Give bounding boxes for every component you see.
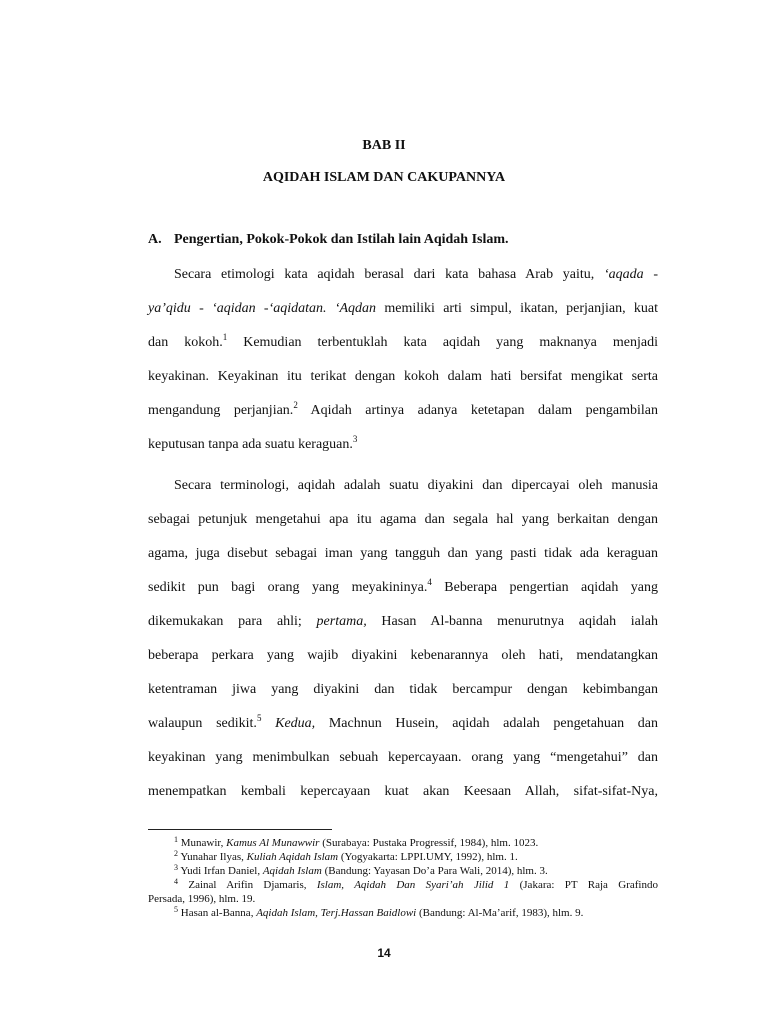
text-line: beberapa perkara yang wajib diyakini kebenarannya oleh hati, mendatangkan	[148, 648, 658, 663]
text-line: menempatkan kembali kepercayaan kuat akan Keesaan Allah, sifat-sifat-Nya,	[148, 784, 658, 799]
text-line: ketentraman jiwa yang diyakini dan tidak bercampur dengan kebimbangan	[148, 682, 658, 697]
footnote: $^4$ Zainal Arifin Djamaris, Islam, Aqidah Dan Syari’ah Jilid 1 (Jakara: PT Raja Grafindo	[174, 877, 658, 891]
text-line: dan kokoh.$^1$ Kemudian terbentuklah kata aqidah yang maknanya menjadi	[148, 332, 658, 350]
text-line: keyakinan. Keyakinan itu terikat dengan kokoh dalam hati bersifat mengikat serta	[148, 369, 658, 384]
text-line: keputusan tanpa ada suatu keraguan.$^3$	[148, 434, 358, 452]
chapter-title: AQIDAH ISLAM DAN CAKUPANNYA	[262, 170, 506, 185]
text-line: sebagai petunjuk mengetahui apa itu agama dan segala hal yang berkaitan dengan	[148, 512, 658, 527]
footnote-ref: 4	[427, 577, 432, 587]
text-line: walaupun sedikit.$^5$ Kedua, Machnun Husein, aqidah adalah pengetahuan dan	[148, 713, 659, 731]
text-line: Secara etimologi kata aqidah berasal dari kata bahasa Arab yaitu, ‘aqada -	[174, 267, 658, 282]
section-title: Pengertian, Pokok-Pokok dan Istilah lain Aqidah Islam.	[174, 232, 509, 247]
footnote-ref: 3	[352, 434, 358, 444]
footnote: $^1$ Munawir, Kamus Al Munawwir (Surabaya: Pustaka Progressif, 1984), hlm. 1023.	[174, 835, 539, 849]
text-line: sedikit pun bagi orang yang meyakininya.$^4$ Beberapa pengertian aqidah yang	[148, 577, 658, 595]
text-line: dikemukakan para ahli; pertama, Hasan Al-banna menurutnya aqidah ialah	[148, 614, 658, 629]
footnote: $^2$ Yunahar Ilyas, Kuliah Aqidah Islam (Yogyakarta: LPPI.UMY, 1992), hlm. 1.	[174, 849, 518, 863]
text-line: keyakinan yang menimbulkan sebuah kepercayaan. orang yang “mengetahui” dan	[148, 750, 658, 765]
text-line: ya’qidu - ‘aqidan -‘aqidatan. ‘Aqdan memiliki arti simpul, ikatan, perjanjian, kuat	[148, 301, 659, 316]
footnote-ref: 5	[256, 713, 262, 723]
text-line: agama, juga disebut sebagai iman yang tangguh dan yang pasti tidak ada keraguan	[148, 546, 658, 561]
footnote-ref: 2	[293, 400, 298, 410]
page-number: 14	[377, 946, 391, 960]
footnote-divider	[148, 829, 332, 830]
section-heading	[148, 232, 509, 248]
paragraph-etymology	[148, 258, 658, 462]
footnote-continuation: Persada, 1996), hlm. 19.	[148, 893, 256, 905]
footnote: $^5$ Hasan al-Banna, Aqidah Islam, Terj.Hassan Baidlowi (Bandung: Al-Ma’arif, 1983), hlm. 9.	[174, 905, 584, 919]
text-line: Secara terminologi, aqidah adalah suatu diyakini dan dipercayai oleh manusia	[174, 478, 658, 493]
footnote-ref: 1	[222, 332, 228, 342]
section-letter: A.	[148, 232, 162, 247]
paragraph-terminology	[148, 469, 658, 809]
text-line: mengandung perjanjian.$^2$ Aqidah artinya adanya ketetapan dalam pengambilan	[148, 400, 658, 418]
footnote: $^3$ Yudi Irfan Daniel, Aqidah Islam (Bandung: Yayasan Do’a Para Wali, 2014), hlm. 3.	[174, 863, 548, 877]
chapter-number: BAB II	[362, 138, 406, 153]
footnotes	[148, 836, 658, 920]
